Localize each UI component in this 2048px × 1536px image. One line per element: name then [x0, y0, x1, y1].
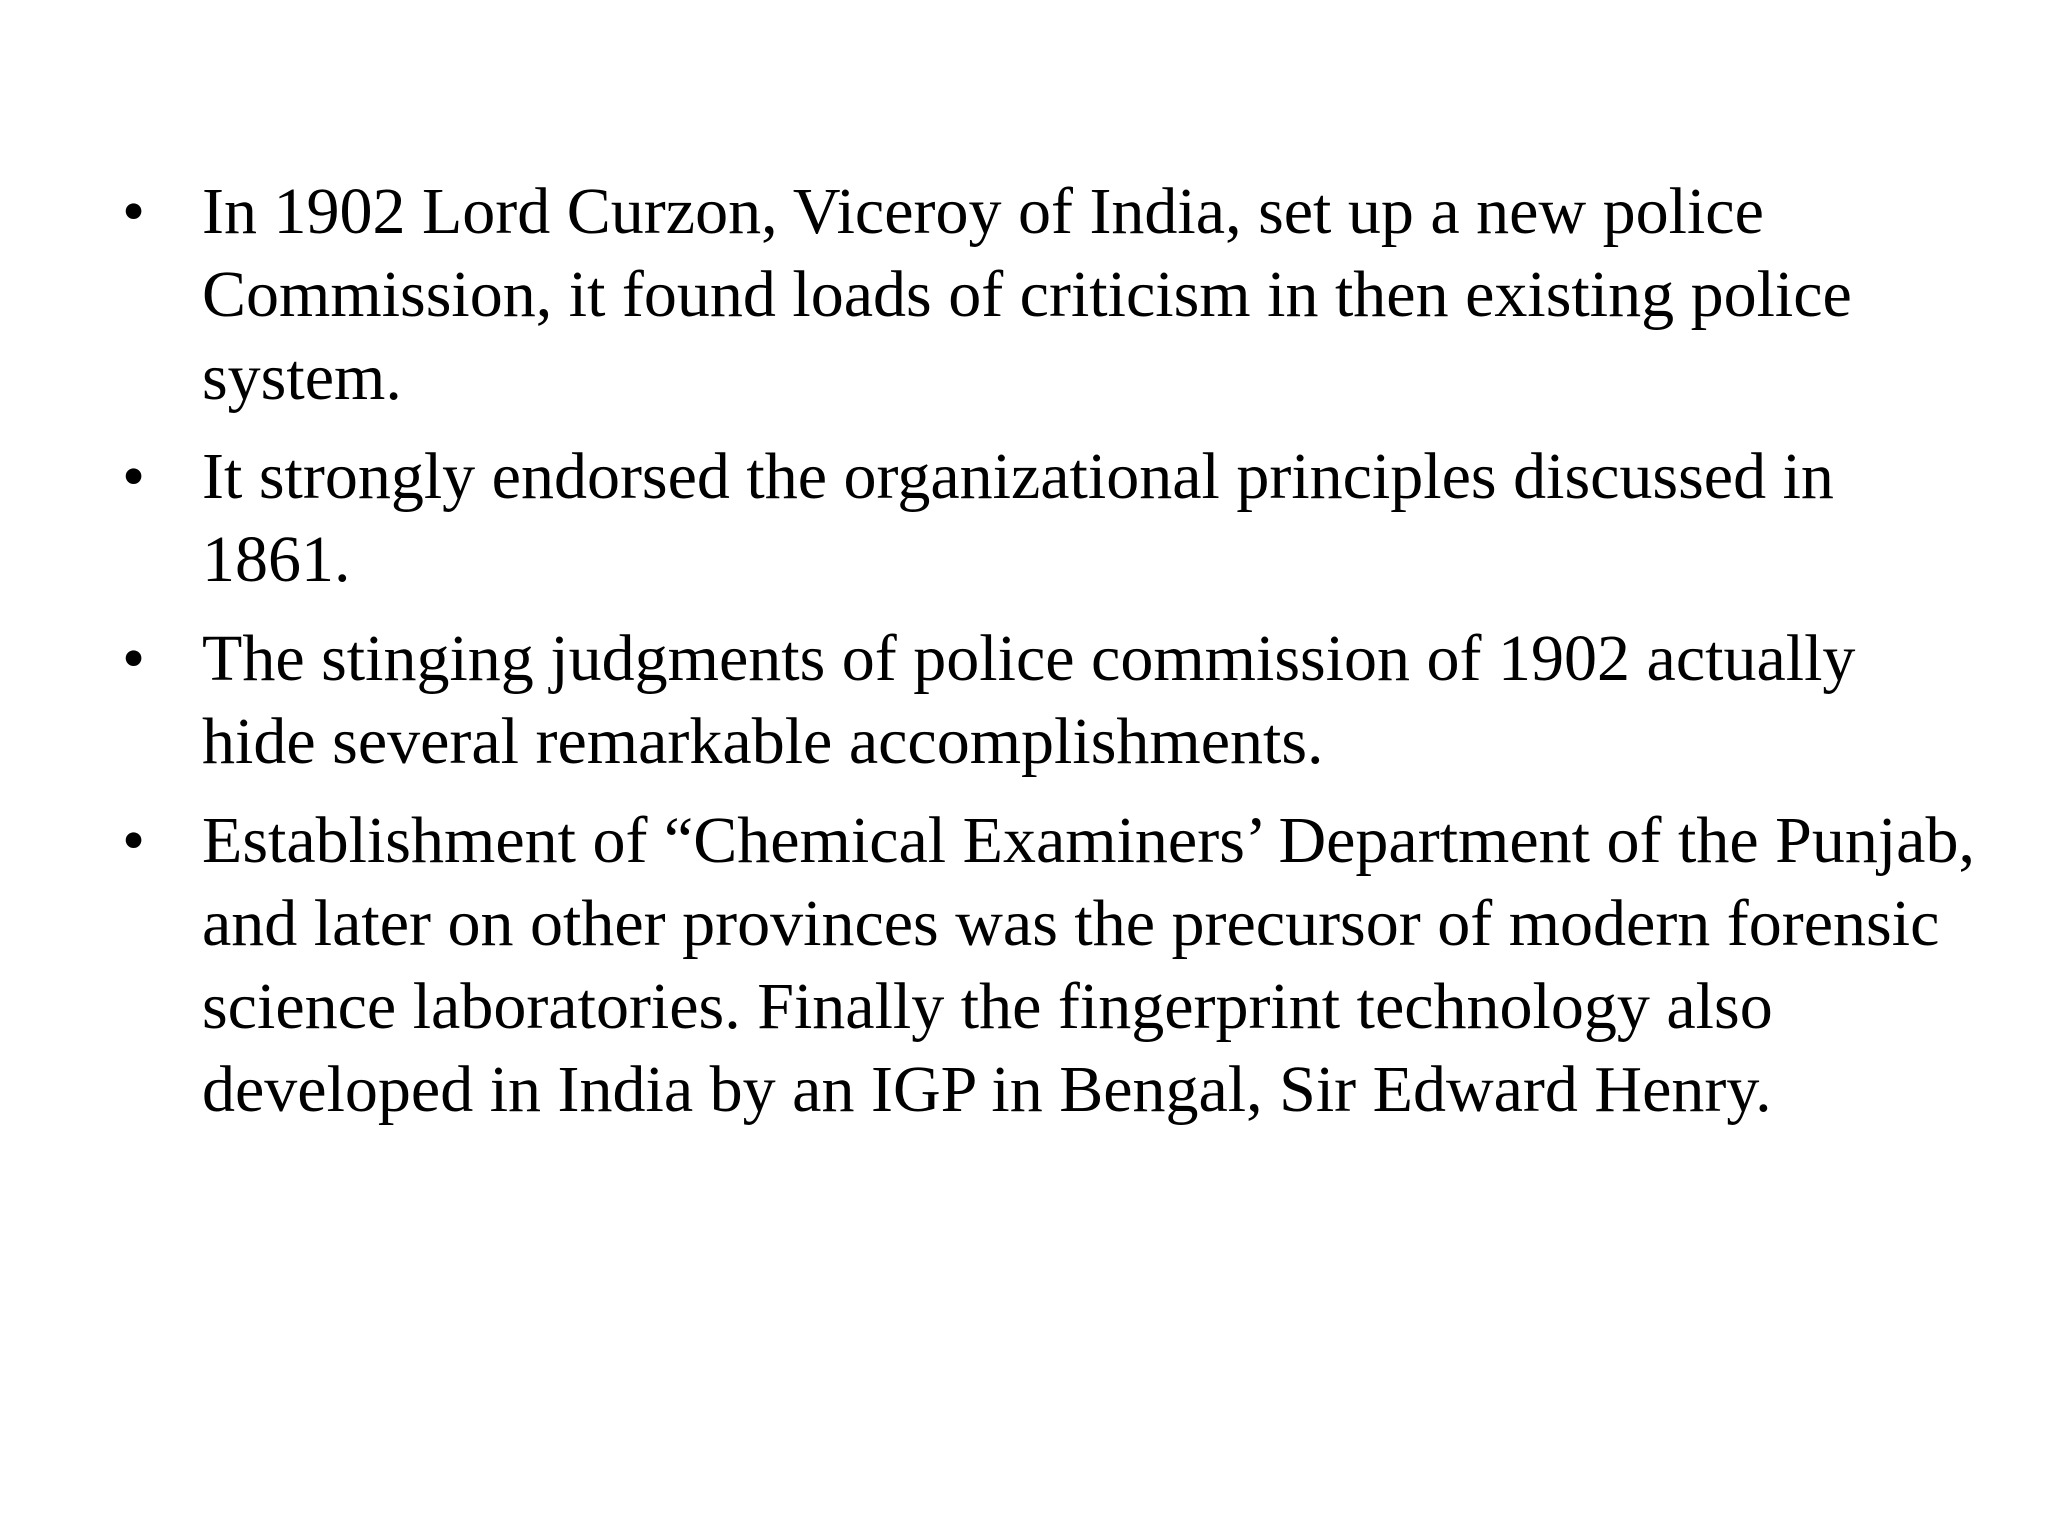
bullet-text: Establishment of “Chemical Examiners’ Department of the Punjab, and later on other provinces was the precursor of modern forensic science laboratories. Finally the fingerprint technology also developed in India by an IGP in Bengal, Sir Edward Henry. [202, 804, 1975, 1126]
bullet-list [120, 170, 1980, 1147]
bullet-text: In 1902 Lord Curzon, Viceroy of India, set up a new police Commission, it found loads of criticism in then existing police system. [202, 175, 1852, 414]
bullet-icon: • [122, 804, 146, 877]
bullet-icon: • [122, 440, 146, 513]
bullet-item-4 [120, 799, 1980, 1131]
bullet-icon: • [122, 622, 146, 695]
bullet-text: It strongly endorsed the organizational principles discussed in 1861. [202, 440, 1834, 596]
bullet-icon: • [122, 175, 146, 248]
bullet-item-1 [120, 170, 1980, 419]
bullet-item-2 [120, 435, 1980, 601]
bullet-text: The stinging judgments of police commission of 1902 actually hide several remarkable accomplishments. [202, 622, 1856, 778]
bullet-item-3 [120, 617, 1980, 783]
